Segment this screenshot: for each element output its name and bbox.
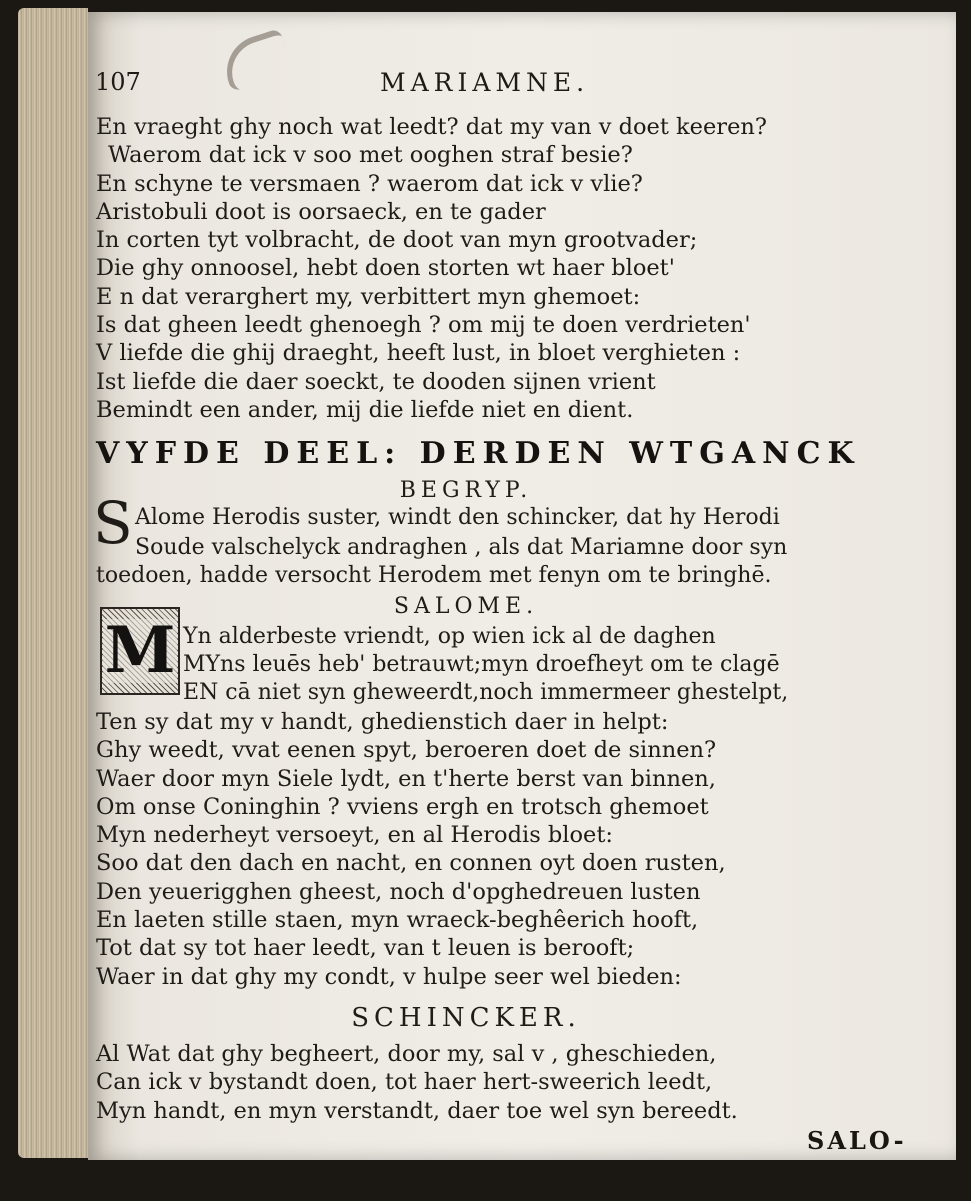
- verse-line: Ghy weedt, vvat eenen spyt, beroeren doet de sinnen?: [96, 737, 717, 764]
- verse-line: Waer in dat ghy my condt, v hulpe seer wel bieden:: [96, 963, 682, 990]
- argument-line: Soude valschelyck andraghen , als dat Mariamne door syn: [135, 535, 788, 560]
- verse-line: Soo dat den dach en nacht, en connen oyt doen rusten,: [96, 850, 726, 877]
- bleed-through-text: [828, 112, 956, 1112]
- page-header: [95, 66, 815, 106]
- verse-line: Waerom dat ick v soo met ooghen straf besie?: [108, 142, 633, 169]
- speaker-name: SCHINCKER.: [351, 1003, 581, 1033]
- speaker-name: SALOME.: [393, 594, 539, 619]
- verse-line: EN cā niet syn gheweerdt,noch immermeer ghestelpt,: [183, 680, 789, 705]
- verse-line: Tot dat sy tot haer leedt, van t leuen is berooft;: [96, 935, 635, 962]
- verse-line: Die ghy onnoosel, hebt doen storten wt haer bloet': [96, 255, 675, 282]
- verse-line: En laeten stille staen, myn wraeck-beghêerich hooft,: [96, 907, 699, 934]
- verse-line: Al Wat dat ghy begheert, door my, sal v , gheschieden,: [96, 1041, 717, 1067]
- verse-line: MYns leuēs heb' betrauwt;myn droefheyt om te clagē: [183, 652, 780, 677]
- verse-line: Is dat gheen leedt ghenoegh ? om mij te doen verdrieten': [96, 312, 751, 339]
- section-heading: VYFDE DEEL: DERDEN WTGANCK: [96, 436, 861, 471]
- page-number: 107: [95, 68, 141, 96]
- argument-line: Alome Herodis suster, windt den schincker, dat hy Herodi: [135, 505, 780, 530]
- argument-line: toedoen, hadde versocht Herodem met fenyn om te bringhē.: [96, 563, 772, 588]
- verse-line: V liefde die ghij draeght, heeft lust, in bloet verghieten :: [96, 340, 741, 367]
- verse-block-top: [96, 113, 836, 424]
- page-edge-stack: [18, 8, 88, 1158]
- verse-block-salome: [96, 708, 836, 991]
- verse-block-schincker: [96, 1040, 836, 1125]
- verse-line: Myn nederheyt versoeyt, en al Herodis bloet:: [96, 822, 613, 849]
- verse-line: Myn handt, en myn verstandt, daer toe wel syn bereedt.: [96, 1097, 738, 1124]
- verse-line: Bemindt een ander, mij die liefde niet en dient.: [96, 396, 634, 423]
- argument-initial: S: [93, 489, 133, 557]
- verse-line: En vraeght ghy noch wat leedt? dat my van v doet keeren?: [96, 114, 767, 140]
- decorated-initial-letter: M: [104, 613, 176, 688]
- catchword: SALO-: [807, 1126, 907, 1155]
- verse-line: Den yeuerigghen gheest, noch d'opghedreuen lusten: [96, 878, 701, 905]
- verse-line: Can ick v bystandt doen, tot haer hert-sweerich leedt,: [96, 1069, 713, 1096]
- verse-line: Aristobuli doot is oorsaeck, en te gader: [96, 198, 546, 225]
- verse-line: Ten sy dat my v handt, ghedienstich daer in helpt:: [96, 709, 669, 735]
- verse-line: Yn alderbeste vriendt, op wien ick al de daghen: [183, 624, 716, 649]
- verse-line: In corten tyt volbracht, de doot van myn grootvader;: [96, 227, 698, 254]
- verse-line: Waer door myn Siele lydt, en t'herte berst van binnen,: [96, 765, 716, 792]
- running-title: MARIAMNE.: [380, 68, 590, 97]
- verse-line: Om onse Coninghin ? vviens ergh en trotsch ghemoet: [96, 793, 709, 820]
- verse-line: E n dat verarghert my, verbittert myn ghemoet:: [96, 283, 641, 310]
- verse-line: Ist liefde die daer soeckt, te dooden sijnen vrient: [96, 368, 656, 395]
- verse-line: En schyne te versmaen ? waerom dat ick v vlie?: [96, 170, 643, 197]
- decorated-initial: [100, 607, 180, 695]
- section-subheading: BEGRYP.: [399, 478, 533, 503]
